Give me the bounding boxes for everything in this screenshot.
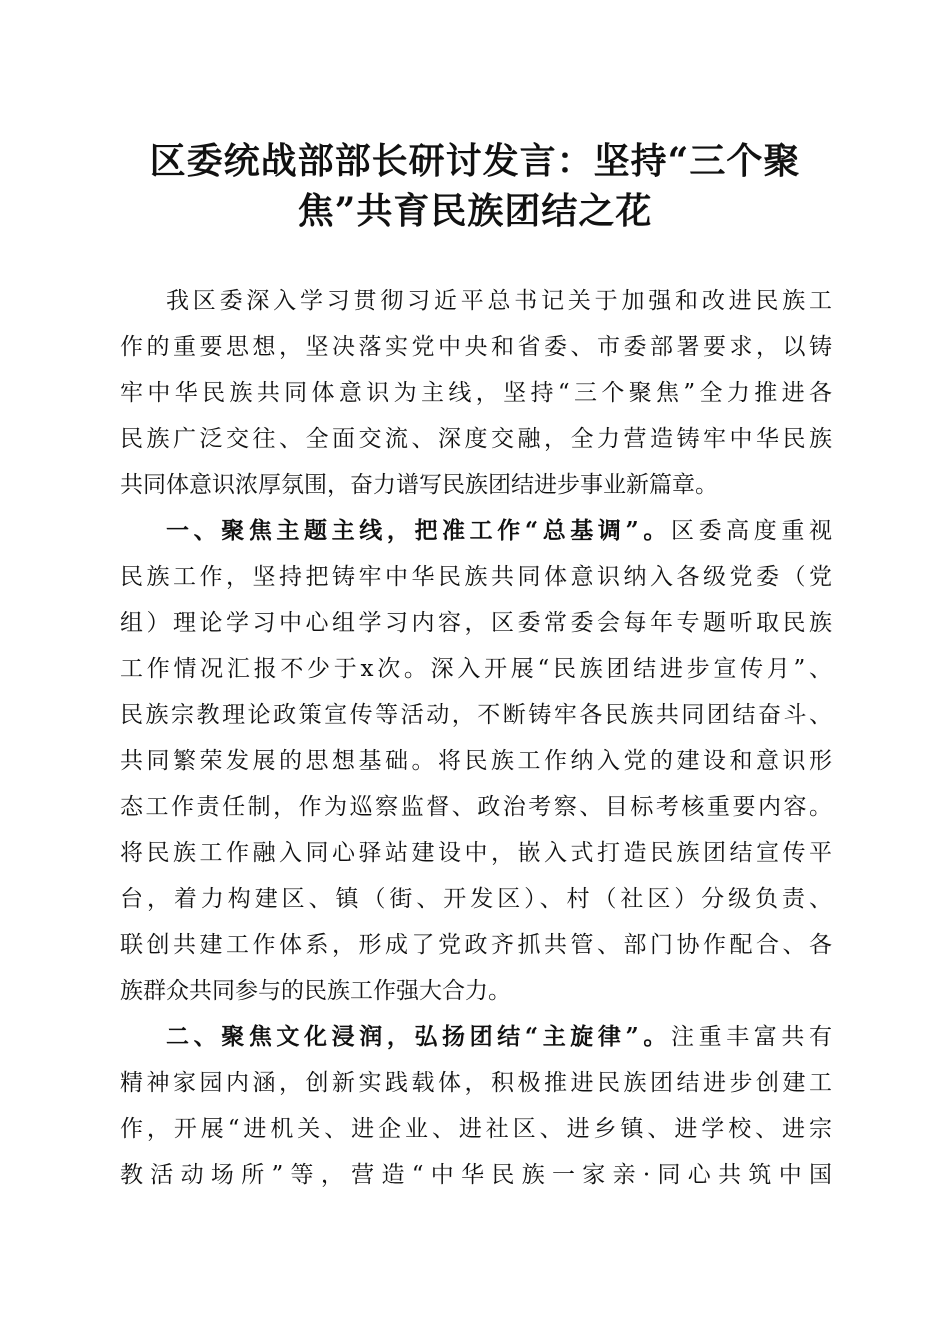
section-2-paragraph	[120, 1014, 832, 1198]
section-1-first-line	[120, 508, 832, 554]
section-1-line: 共同繁荣发展的思想基础。将民族工作纳入党的建设和意识形	[120, 748, 832, 774]
section-1-line: 民族工作，坚持把铸牢中华民族共同体意识纳入各级党委（党	[120, 564, 832, 590]
section-2-first-line-text: 注重丰富共有	[670, 1024, 832, 1050]
section-1-line: 将民族工作融入同心驿站建设中，嵌入式打造民族团结宣传平	[120, 840, 832, 866]
intro-line: 作的重要思想，坚决落实党中央和省委、市委部署要求，以铸	[120, 334, 832, 360]
document-title	[120, 136, 830, 236]
section-2-line: 精神家园内涵，创新实践载体，积极推进民族团结进步创建工	[120, 1070, 832, 1096]
intro-paragraph	[120, 278, 832, 508]
section-2-line: 作，开展“进机关、进企业、进社区、进乡镇、进学校、进宗	[120, 1116, 832, 1142]
title-line-2: 焦”共育民族团结之花	[297, 190, 653, 232]
section-1-line: 联创共建工作体系，形成了党政齐抓共管、部门协作配合、各	[120, 932, 832, 958]
section-1-heading: 一、聚焦主题主线，把准工作“总基调”。	[166, 517, 671, 544]
section-1-line: 台，着力构建区、镇（街、开发区）、村（社区）分级负责、	[120, 886, 832, 912]
section-2-first-line	[120, 1014, 832, 1060]
intro-line: 牢中华民族共同体意识为主线，坚持“三个聚焦”全力推进各	[120, 380, 832, 406]
title-line-1: 区委统战部部长研讨发言：坚持“三个聚	[149, 140, 801, 182]
section-1-line: 民族宗教理论政策宣传等活动，不断铸牢各民族共同团结奋斗、	[120, 702, 832, 728]
intro-line: 我区委深入学习贯彻习近平总书记关于加强和改进民族工	[166, 288, 832, 314]
section-1-line: 族群众共同参与的民族工作强大合力。	[120, 978, 511, 1004]
section-2-line: 教活动场所”等，营造“中华民族一家亲·同心共筑中国	[120, 1162, 832, 1188]
intro-line: 民族广泛交往、全面交流、深度交融，全力营造铸牢中华民族	[120, 426, 832, 452]
section-2-heading: 二、聚焦文化浸润，弘扬团结“主旋律”。	[166, 1023, 671, 1050]
section-1-line: 态工作责任制，作为巡察监督、政治考察、目标考核重要内容。	[120, 794, 832, 820]
section-1-line: 组）理论学习中心组学习内容，区委常委会每年专题听取民族	[120, 610, 832, 636]
intro-line: 共同体意识浓厚氛围，奋力谱写民族团结进步事业新篇章。	[120, 472, 718, 498]
section-1-paragraph	[120, 508, 832, 1014]
section-1-first-line-text: 区委高度重视	[670, 518, 832, 544]
section-1-line: 工作情况汇报不少于x次。深入开展“民族团结进步宣传月”、	[120, 656, 832, 682]
document-body	[120, 278, 832, 1198]
